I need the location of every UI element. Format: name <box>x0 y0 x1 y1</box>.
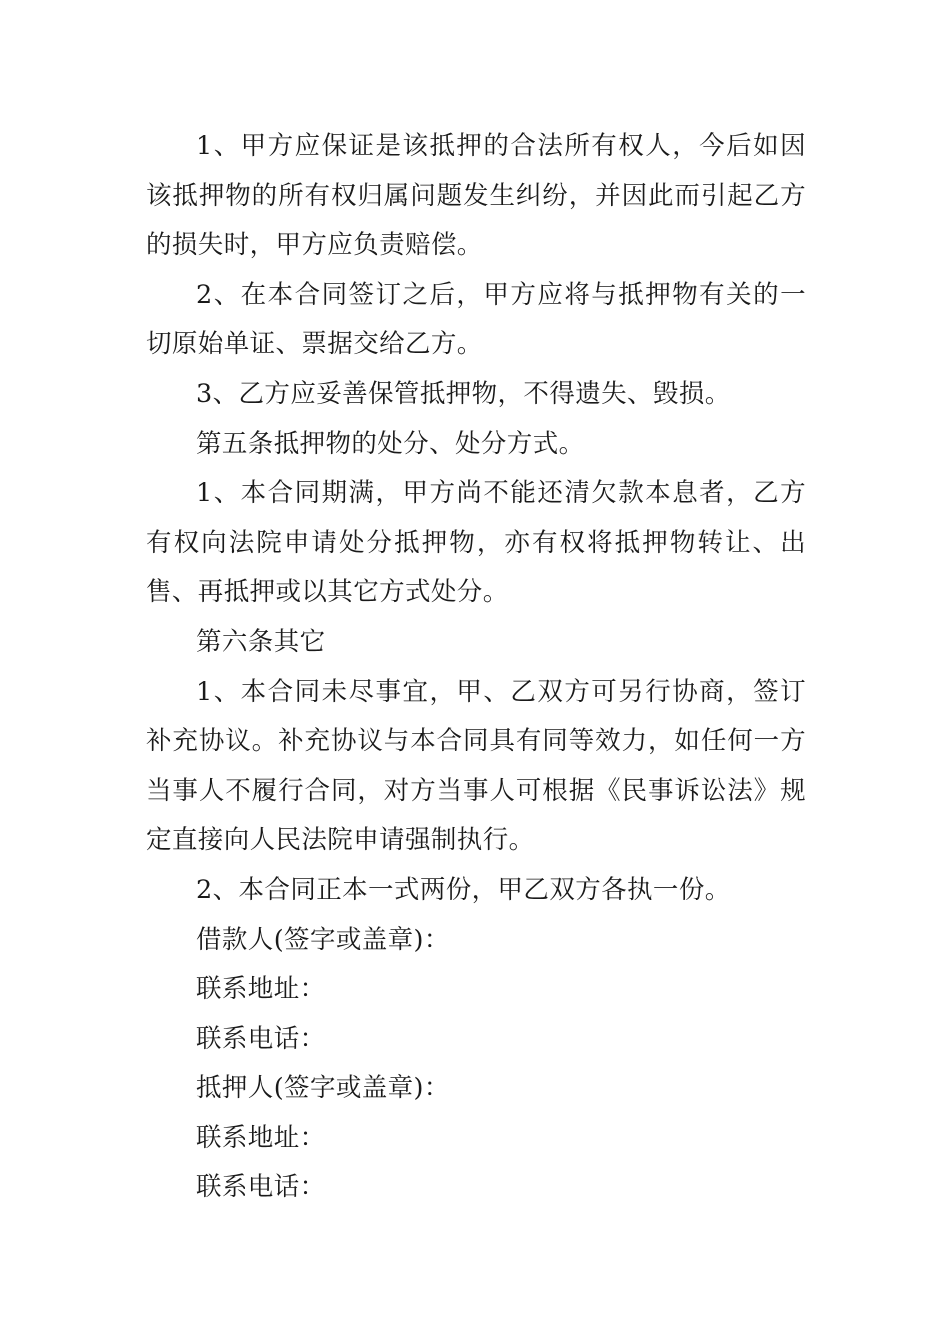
mortgagor-phone-label: 联系电话： <box>196 1172 326 1203</box>
document-body <box>146 122 806 1213</box>
clause-paragraph: 1、甲方应保证是该抵押的合法所有权人，今后如因该抵押物的所有权归属问题发生纠纷，并因此而引起乙方的损失时，甲方应负责赔偿。 <box>146 131 806 261</box>
borrower-phone-label: 联系电话： <box>196 1023 326 1054</box>
article-heading: 第五条抵押物的处分、处分方式。 <box>196 428 585 459</box>
clause-paragraph: 2、在本合同签订之后，甲方应将与抵押物有关的一切原始单证、票据交给乙方。 <box>146 279 806 360</box>
clause-paragraph: 3、乙方应妥善保管抵押物，不得遗失、毁损。 <box>196 378 731 409</box>
clause-paragraph: 1、本合同未尽事宜，甲、乙双方可另行协商，签订补充协议。补充协议与本合同具有同等效力，如任何一方当事人不履行合同，对方当事人可根据《民事诉讼法》规定直接向人民法院申请强制执行。 <box>146 676 806 856</box>
clause-paragraph: 2、本合同正本一式两份，甲乙双方各执一份。 <box>196 874 731 905</box>
mortgagor-signature-label: 抵押人(签字或盖章)： <box>196 1073 450 1104</box>
borrower-address-label: 联系地址： <box>196 974 326 1005</box>
article-heading: 第六条其它 <box>196 626 326 657</box>
mortgagor-address-label: 联系地址： <box>196 1122 326 1153</box>
clause-paragraph: 1、本合同期满，甲方尚不能还清欠款本息者，乙方有权向法院申请处分抵押物，亦有权将抵押物转让、出售、再抵押或以其它方式处分。 <box>146 478 806 608</box>
borrower-signature-label: 借款人(签字或盖章)： <box>196 924 450 955</box>
signature-block <box>146 916 806 1214</box>
